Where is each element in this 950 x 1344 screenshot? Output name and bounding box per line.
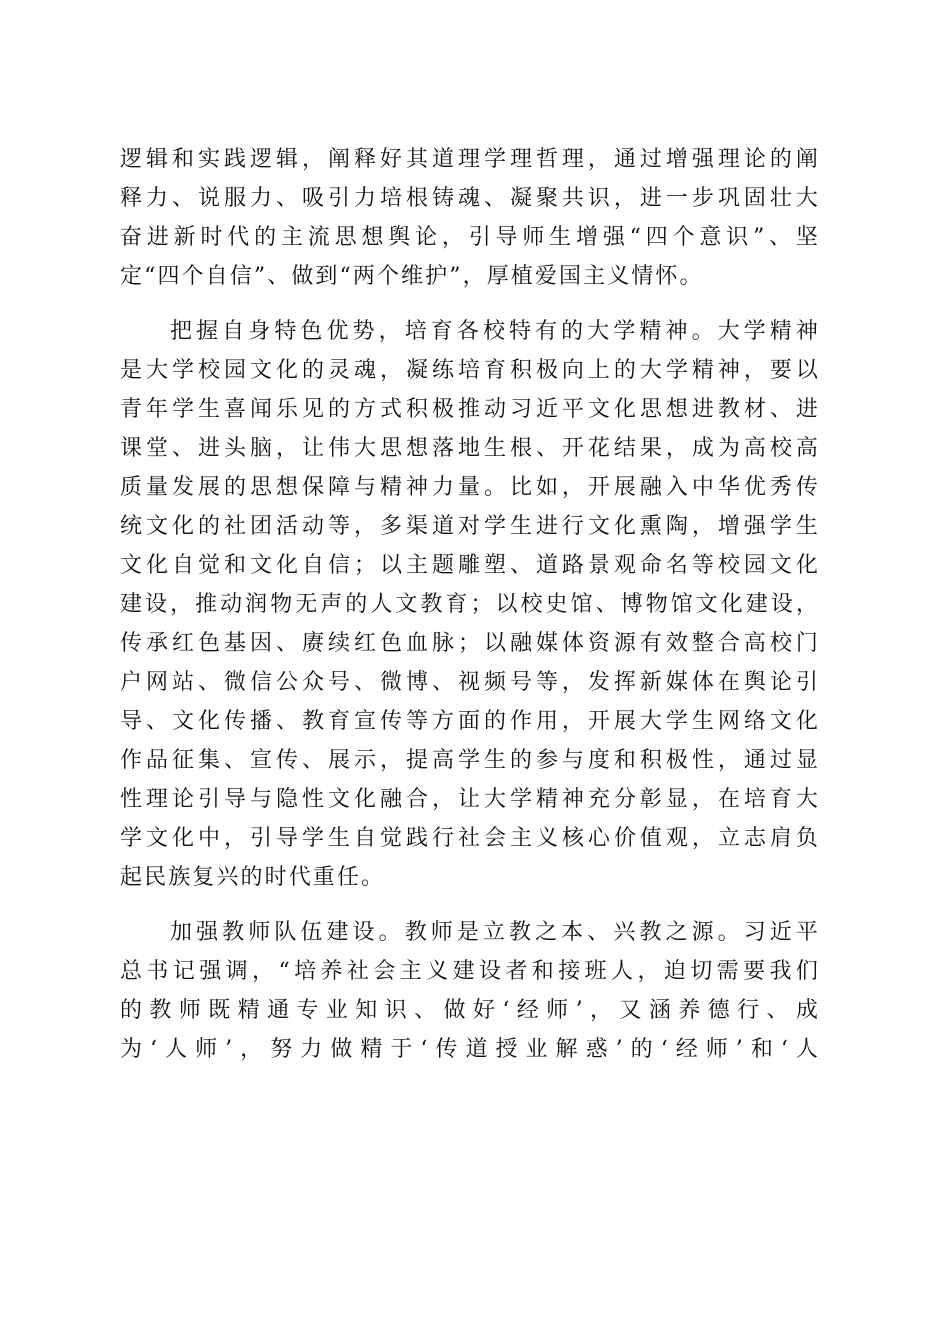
text-line: 建设，推动润物无声的人文教育；以校史馆、博物馆文化建设， bbox=[120, 592, 820, 617]
text-line: 加强教师队伍建设。教师是立教之本、兴教之源。习近平 bbox=[170, 920, 820, 945]
text-line: 起民族复兴的时代重任。 bbox=[120, 865, 386, 890]
text-line: 总书记强调，“培养社会主义建设者和接班人，迫切需要我们 bbox=[120, 959, 820, 984]
text-line: 课堂、进头脑，让伟大思想落地生根、开花结果，成为高校高 bbox=[120, 436, 820, 461]
text-line: 性理论引导与隐性文化融合，让大学精神充分彰显，在培育大 bbox=[120, 787, 820, 812]
text-line: 统文化的社团活动等，多渠道对学生进行文化熏陶，增强学生 bbox=[120, 514, 820, 539]
text-line: 青年学生喜闻乐见的方式积极推动习近平文化思想进教材、进 bbox=[120, 397, 820, 422]
text-line: 为‘人师’，努力做精于‘传道授业解惑’的‘经师’和‘人 bbox=[120, 1037, 820, 1062]
text-line: 户网站、微信公众号、微博、视频号等，发挥新媒体在舆论引 bbox=[120, 670, 820, 695]
body-text bbox=[120, 140, 820, 1069]
text-line: 学文化中，引导学生自觉践行社会主义核心价值观，立志肩负 bbox=[120, 826, 820, 851]
text-line: 奋进新时代的主流思想舆论，引导师生增强“四个意识”、坚 bbox=[120, 225, 820, 250]
text-line: 释力、说服力、吸引力培根铸魂、凝聚共识，进一步巩固壮大 bbox=[120, 186, 820, 211]
text-line: 把握自身特色优势，培育各校特有的大学精神。大学精神 bbox=[170, 319, 820, 344]
text-line: 逻辑和实践逻辑，阐释好其道理学理哲理，通过增强理论的阐 bbox=[120, 147, 820, 172]
text-line: 质量发展的思想保障与精神力量。比如，开展融入中华优秀传 bbox=[120, 475, 820, 500]
text-line: 作品征集、宣传、展示，提高学生的参与度和积极性，通过显 bbox=[120, 748, 820, 773]
text-line: 定“四个自信”、做到“两个维护”，厚植爱国主义情怀。 bbox=[120, 264, 704, 289]
text-line: 是大学校园文化的灵魂，凝练培育积极向上的大学精神，要以 bbox=[120, 358, 820, 383]
text-line: 的教师既精通专业知识、做好‘经师’，又涵养德行、成 bbox=[120, 998, 820, 1023]
text-line: 导、文化传播、教育宣传等方面的作用，开展大学生网络文化 bbox=[120, 709, 820, 734]
text-line: 传承红色基因、赓续红色血脉；以融媒体资源有效整合高校门 bbox=[120, 631, 820, 656]
text-line: 文化自觉和文化自信；以主题雕塑、道路景观命名等校园文化 bbox=[120, 553, 820, 578]
